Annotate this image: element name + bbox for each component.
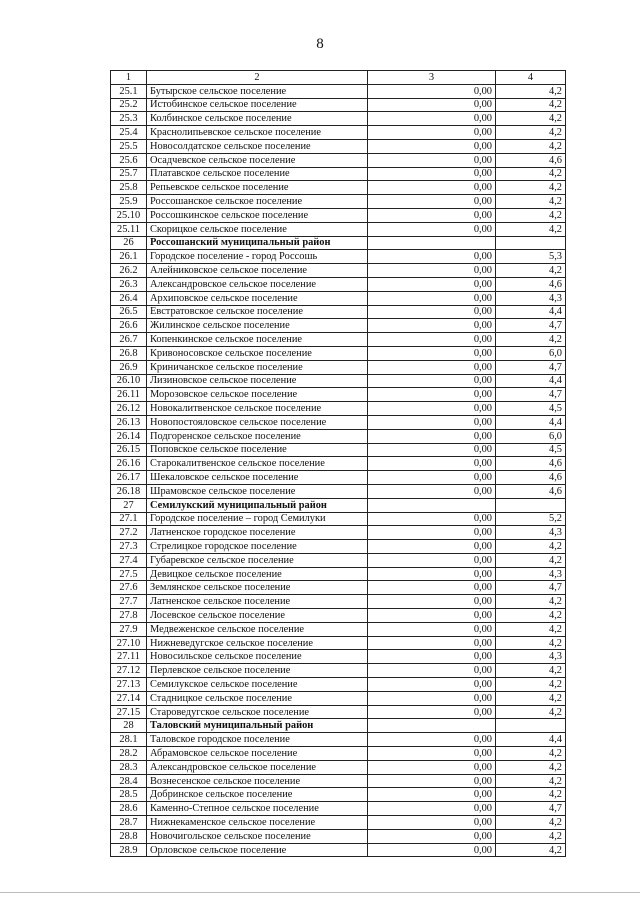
row-number: 28.5 <box>111 788 147 802</box>
value-col-3: 0,00 <box>368 167 496 181</box>
district-row <box>111 236 566 250</box>
value-col-4 <box>496 498 566 512</box>
table-row <box>111 291 566 305</box>
table-row <box>111 705 566 719</box>
value-col-4: 4,7 <box>496 802 566 816</box>
settlement-name: Землянское сельское поселение <box>147 581 368 595</box>
value-col-3: 0,00 <box>368 843 496 857</box>
header-col-2: 2 <box>147 71 368 85</box>
row-number: 27 <box>111 498 147 512</box>
settlement-name: Платавское сельское поселение <box>147 167 368 181</box>
row-number: 27.14 <box>111 691 147 705</box>
settlement-name: Морозовское сельское поселение <box>147 388 368 402</box>
settlement-name: Городское поселение – город Семилуки <box>147 512 368 526</box>
value-col-3: 0,00 <box>368 484 496 498</box>
value-col-4: 4,2 <box>496 195 566 209</box>
table-row <box>111 222 566 236</box>
district-row <box>111 498 566 512</box>
row-number: 25.6 <box>111 153 147 167</box>
row-number: 26.6 <box>111 319 147 333</box>
value-col-4: 4,2 <box>496 829 566 843</box>
value-col-4: 4,2 <box>496 636 566 650</box>
value-col-3: 0,00 <box>368 733 496 747</box>
value-col-4: 4,6 <box>496 153 566 167</box>
table-row <box>111 346 566 360</box>
value-col-4: 4,5 <box>496 402 566 416</box>
settlement-name: Новосолдатское сельское поселение <box>147 139 368 153</box>
settlement-name: Семилукский муниципальный район <box>147 498 368 512</box>
value-col-4: 4,6 <box>496 457 566 471</box>
settlement-name: Лизиновское сельское поселение <box>147 374 368 388</box>
page-number: 8 <box>316 36 324 52</box>
value-col-3: 0,00 <box>368 181 496 195</box>
row-number: 26.15 <box>111 443 147 457</box>
value-col-3: 0,00 <box>368 84 496 98</box>
value-col-4: 4,2 <box>496 691 566 705</box>
table-row <box>111 443 566 457</box>
value-col-3: 0,00 <box>368 333 496 347</box>
row-number: 26.2 <box>111 264 147 278</box>
header-col-3: 3 <box>368 71 496 85</box>
page-bottom-divider <box>0 892 640 893</box>
value-col-3: 0,00 <box>368 553 496 567</box>
settlement-name: Лосевское сельское поселение <box>147 609 368 623</box>
value-col-4: 4,2 <box>496 333 566 347</box>
table-row <box>111 691 566 705</box>
table-row <box>111 788 566 802</box>
value-col-3: 0,00 <box>368 829 496 843</box>
value-col-3: 0,00 <box>368 705 496 719</box>
value-col-4: 4,2 <box>496 774 566 788</box>
settlement-name: Орловское сельское поселение <box>147 843 368 857</box>
value-col-3: 0,00 <box>368 374 496 388</box>
value-col-4: 4,2 <box>496 664 566 678</box>
settlement-name: Подгоренское сельское поселение <box>147 429 368 443</box>
value-col-3: 0,00 <box>368 802 496 816</box>
value-col-3 <box>368 236 496 250</box>
settlement-name: Вознесенское сельское поселение <box>147 774 368 788</box>
value-col-4: 4,2 <box>496 264 566 278</box>
row-number: 26.18 <box>111 484 147 498</box>
value-col-4: 6,0 <box>496 429 566 443</box>
row-number: 27.10 <box>111 636 147 650</box>
table-row <box>111 98 566 112</box>
table-row <box>111 429 566 443</box>
row-number: 26.16 <box>111 457 147 471</box>
value-col-4: 4,2 <box>496 595 566 609</box>
value-col-3: 0,00 <box>368 291 496 305</box>
value-col-4: 5,2 <box>496 512 566 526</box>
row-number: 25.1 <box>111 84 147 98</box>
row-number: 25.8 <box>111 181 147 195</box>
table-row <box>111 360 566 374</box>
value-col-4: 4,3 <box>496 291 566 305</box>
value-col-3: 0,00 <box>368 526 496 540</box>
settlement-name: Шекаловское сельское поселение <box>147 471 368 485</box>
settlement-name: Новопостояловское сельское поселение <box>147 415 368 429</box>
row-number: 26.7 <box>111 333 147 347</box>
settlement-name: Старокалитвенское сельское поселение <box>147 457 368 471</box>
table-row <box>111 153 566 167</box>
value-col-4: 4,5 <box>496 443 566 457</box>
table-row <box>111 774 566 788</box>
row-number: 28.4 <box>111 774 147 788</box>
row-number: 26.5 <box>111 305 147 319</box>
settlement-name: Александровское сельское поселение <box>147 277 368 291</box>
settlement-name: Девицкое сельское поселение <box>147 567 368 581</box>
table-row <box>111 650 566 664</box>
settlement-name: Осадчевское сельское поселение <box>147 153 368 167</box>
value-col-3: 0,00 <box>368 622 496 636</box>
value-col-4: 4,2 <box>496 540 566 554</box>
table-row <box>111 471 566 485</box>
value-col-4 <box>496 236 566 250</box>
value-col-4: 4,2 <box>496 126 566 140</box>
value-col-4: 4,2 <box>496 747 566 761</box>
settlement-name: Россошанское сельское поселение <box>147 195 368 209</box>
settlement-name: Алейниковское сельское поселение <box>147 264 368 278</box>
row-number: 26.14 <box>111 429 147 443</box>
value-col-3: 0,00 <box>368 153 496 167</box>
row-number: 28.8 <box>111 829 147 843</box>
row-number: 26.10 <box>111 374 147 388</box>
row-number: 26.13 <box>111 415 147 429</box>
header-col-1: 1 <box>111 71 147 85</box>
settlement-name: Колбинское сельское поселение <box>147 112 368 126</box>
value-col-3: 0,00 <box>368 581 496 595</box>
settlement-name: Стрелицкое городское поселение <box>147 540 368 554</box>
settlement-name: Архиповское сельское поселение <box>147 291 368 305</box>
table-row <box>111 402 566 416</box>
table-row <box>111 567 566 581</box>
row-number: 27.5 <box>111 567 147 581</box>
value-col-3 <box>368 498 496 512</box>
value-col-3: 0,00 <box>368 567 496 581</box>
row-number: 27.3 <box>111 540 147 554</box>
header-col-4: 4 <box>496 71 566 85</box>
row-number: 27.12 <box>111 664 147 678</box>
settlement-name: Абрамовское сельское поселение <box>147 747 368 761</box>
value-col-3: 0,00 <box>368 664 496 678</box>
table-row <box>111 415 566 429</box>
row-number: 27.13 <box>111 678 147 692</box>
row-number: 27.1 <box>111 512 147 526</box>
table-row <box>111 829 566 843</box>
settlement-name: Таловский муниципальный район <box>147 719 368 733</box>
district-row <box>111 719 566 733</box>
row-number: 28.3 <box>111 760 147 774</box>
table-row <box>111 112 566 126</box>
value-col-4: 4,6 <box>496 471 566 485</box>
row-number: 26.11 <box>111 388 147 402</box>
settlement-name: Шрамовское сельское поселение <box>147 484 368 498</box>
value-col-3: 0,00 <box>368 443 496 457</box>
settlement-name: Россошкинское сельское поселение <box>147 208 368 222</box>
value-col-4: 4,2 <box>496 222 566 236</box>
value-col-3: 0,00 <box>368 471 496 485</box>
table-row <box>111 264 566 278</box>
value-col-3: 0,00 <box>368 747 496 761</box>
row-number: 26.1 <box>111 250 147 264</box>
value-col-4: 4,7 <box>496 360 566 374</box>
value-col-4: 6,0 <box>496 346 566 360</box>
row-number: 25.9 <box>111 195 147 209</box>
value-col-4: 4,2 <box>496 788 566 802</box>
table-row <box>111 319 566 333</box>
value-col-4: 4,4 <box>496 305 566 319</box>
row-number: 26.3 <box>111 277 147 291</box>
table-row <box>111 843 566 857</box>
table-row <box>111 195 566 209</box>
value-col-3: 0,00 <box>368 346 496 360</box>
value-col-3: 0,00 <box>368 139 496 153</box>
table-row <box>111 84 566 98</box>
table-row <box>111 374 566 388</box>
value-col-4: 4,2 <box>496 112 566 126</box>
row-number: 27.6 <box>111 581 147 595</box>
table-row <box>111 581 566 595</box>
settlement-name: Новосильское сельское поселение <box>147 650 368 664</box>
value-col-3: 0,00 <box>368 760 496 774</box>
table-row <box>111 540 566 554</box>
row-number: 25.2 <box>111 98 147 112</box>
row-number: 25.7 <box>111 167 147 181</box>
table-row <box>111 609 566 623</box>
value-col-3: 0,00 <box>368 98 496 112</box>
value-col-4: 4,4 <box>496 374 566 388</box>
value-col-3: 0,00 <box>368 277 496 291</box>
settlement-name: Копенкинское сельское поселение <box>147 333 368 347</box>
settlement-name: Латненское сельское поселение <box>147 595 368 609</box>
value-col-3: 0,00 <box>368 222 496 236</box>
value-col-3: 0,00 <box>368 250 496 264</box>
value-col-3: 0,00 <box>368 429 496 443</box>
row-number: 25.4 <box>111 126 147 140</box>
table-row <box>111 277 566 291</box>
value-col-3: 0,00 <box>368 678 496 692</box>
row-number: 25.11 <box>111 222 147 236</box>
value-col-3: 0,00 <box>368 691 496 705</box>
row-number: 28.6 <box>111 802 147 816</box>
value-col-4: 4,2 <box>496 208 566 222</box>
value-col-4: 4,3 <box>496 526 566 540</box>
value-col-3: 0,00 <box>368 126 496 140</box>
table-row <box>111 305 566 319</box>
table-row <box>111 167 566 181</box>
value-col-4: 4,6 <box>496 484 566 498</box>
value-col-3: 0,00 <box>368 512 496 526</box>
row-number: 25.3 <box>111 112 147 126</box>
table-row <box>111 126 566 140</box>
value-col-4: 5,3 <box>496 250 566 264</box>
settlement-name: Таловское городское поселение <box>147 733 368 747</box>
table-row <box>111 636 566 650</box>
settlement-name: Новочигольское сельское поселение <box>147 829 368 843</box>
row-number: 27.11 <box>111 650 147 664</box>
row-number: 27.7 <box>111 595 147 609</box>
value-col-3: 0,00 <box>368 264 496 278</box>
settlement-name: Перлевское сельское поселение <box>147 664 368 678</box>
value-col-3: 0,00 <box>368 595 496 609</box>
row-number: 28.1 <box>111 733 147 747</box>
row-number: 27.4 <box>111 553 147 567</box>
table-row <box>111 802 566 816</box>
data-table <box>110 70 566 857</box>
value-col-3: 0,00 <box>368 540 496 554</box>
value-col-4: 4,2 <box>496 167 566 181</box>
value-col-3: 0,00 <box>368 305 496 319</box>
settlement-name: Александровское сельское поселение <box>147 760 368 774</box>
settlement-name: Жилинское сельское поселение <box>147 319 368 333</box>
table-row <box>111 333 566 347</box>
settlement-name: Добринское сельское поселение <box>147 788 368 802</box>
value-col-3: 0,00 <box>368 609 496 623</box>
value-col-4: 4,7 <box>496 581 566 595</box>
value-col-4: 4,2 <box>496 843 566 857</box>
table-row <box>111 664 566 678</box>
table-row <box>111 595 566 609</box>
value-col-4: 4,3 <box>496 567 566 581</box>
value-col-3: 0,00 <box>368 208 496 222</box>
value-col-4: 4,6 <box>496 277 566 291</box>
settlement-name: Староведугское сельское поселение <box>147 705 368 719</box>
settlement-name: Новокалитвенское сельское поселение <box>147 402 368 416</box>
settlement-name: Латненское городское поселение <box>147 526 368 540</box>
value-col-4: 4,2 <box>496 705 566 719</box>
value-col-3: 0,00 <box>368 650 496 664</box>
value-col-3: 0,00 <box>368 636 496 650</box>
settlement-name: Краснолипьевское сельское поселение <box>147 126 368 140</box>
value-col-3: 0,00 <box>368 360 496 374</box>
value-col-4 <box>496 719 566 733</box>
row-number: 28.2 <box>111 747 147 761</box>
row-number: 26.17 <box>111 471 147 485</box>
settlement-name: Поповское сельское поселение <box>147 443 368 457</box>
value-col-3: 0,00 <box>368 788 496 802</box>
value-col-4: 4,2 <box>496 622 566 636</box>
table-row <box>111 388 566 402</box>
value-col-4: 4,7 <box>496 388 566 402</box>
settlement-name: Бутырское сельское поселение <box>147 84 368 98</box>
table-row <box>111 816 566 830</box>
settlement-name: Россошанский муниципальный район <box>147 236 368 250</box>
value-col-4: 4,2 <box>496 181 566 195</box>
table-row <box>111 733 566 747</box>
value-col-4: 4,2 <box>496 98 566 112</box>
table-row <box>111 250 566 264</box>
value-col-4: 4,2 <box>496 760 566 774</box>
value-col-4: 4,2 <box>496 678 566 692</box>
row-number: 27.15 <box>111 705 147 719</box>
settlement-name: Губаревское сельское поселение <box>147 553 368 567</box>
settlement-name: Городское поселение - город Россошь <box>147 250 368 264</box>
settlement-name: Евстратовское сельское поселение <box>147 305 368 319</box>
settlement-name: Нижневедугское сельское поселение <box>147 636 368 650</box>
row-number: 26 <box>111 236 147 250</box>
value-col-3: 0,00 <box>368 319 496 333</box>
value-col-4: 4,4 <box>496 733 566 747</box>
row-number: 27.2 <box>111 526 147 540</box>
value-col-4: 4,2 <box>496 609 566 623</box>
row-number: 27.9 <box>111 622 147 636</box>
value-col-4: 4,4 <box>496 415 566 429</box>
table-row <box>111 457 566 471</box>
settlement-name: Медвеженское сельское поселение <box>147 622 368 636</box>
value-col-4: 4,2 <box>496 84 566 98</box>
row-number: 26.12 <box>111 402 147 416</box>
value-col-3: 0,00 <box>368 112 496 126</box>
table-row <box>111 747 566 761</box>
settlement-name: Кривоносовское сельское поселение <box>147 346 368 360</box>
row-number: 27.8 <box>111 609 147 623</box>
table-row <box>111 553 566 567</box>
value-col-4: 4,2 <box>496 816 566 830</box>
value-col-4: 4,3 <box>496 650 566 664</box>
row-number: 28.9 <box>111 843 147 857</box>
value-col-3: 0,00 <box>368 774 496 788</box>
table-row <box>111 484 566 498</box>
row-number: 26.8 <box>111 346 147 360</box>
table-row <box>111 622 566 636</box>
value-col-3: 0,00 <box>368 402 496 416</box>
settlement-name: Криничанское сельское поселение <box>147 360 368 374</box>
value-col-3: 0,00 <box>368 816 496 830</box>
value-col-3: 0,00 <box>368 415 496 429</box>
settlement-name: Семилукское сельское поселение <box>147 678 368 692</box>
value-col-4: 4,2 <box>496 139 566 153</box>
row-number: 25.5 <box>111 139 147 153</box>
table-row <box>111 760 566 774</box>
row-number: 25.10 <box>111 208 147 222</box>
row-number: 26.4 <box>111 291 147 305</box>
row-number: 26.9 <box>111 360 147 374</box>
settlement-name: Репьевское сельское поселение <box>147 181 368 195</box>
value-col-3: 0,00 <box>368 457 496 471</box>
value-col-3: 0,00 <box>368 195 496 209</box>
value-col-4: 4,7 <box>496 319 566 333</box>
table-row <box>111 139 566 153</box>
settlement-name: Истобинское сельское поселение <box>147 98 368 112</box>
table-row <box>111 526 566 540</box>
row-number: 28.7 <box>111 816 147 830</box>
settlement-name: Стадницкое сельское поселение <box>147 691 368 705</box>
settlement-name: Каменно-Степное сельское поселение <box>147 802 368 816</box>
table-row <box>111 678 566 692</box>
table-row <box>111 208 566 222</box>
settlement-name: Нижнекаменское сельское поселение <box>147 816 368 830</box>
table-row <box>111 181 566 195</box>
row-number: 28 <box>111 719 147 733</box>
value-col-3 <box>368 719 496 733</box>
settlement-name: Скорицкое сельское поселение <box>147 222 368 236</box>
table-row <box>111 512 566 526</box>
value-col-3: 0,00 <box>368 388 496 402</box>
table-body <box>111 71 566 857</box>
table-header-row <box>111 71 566 85</box>
value-col-4: 4,2 <box>496 553 566 567</box>
